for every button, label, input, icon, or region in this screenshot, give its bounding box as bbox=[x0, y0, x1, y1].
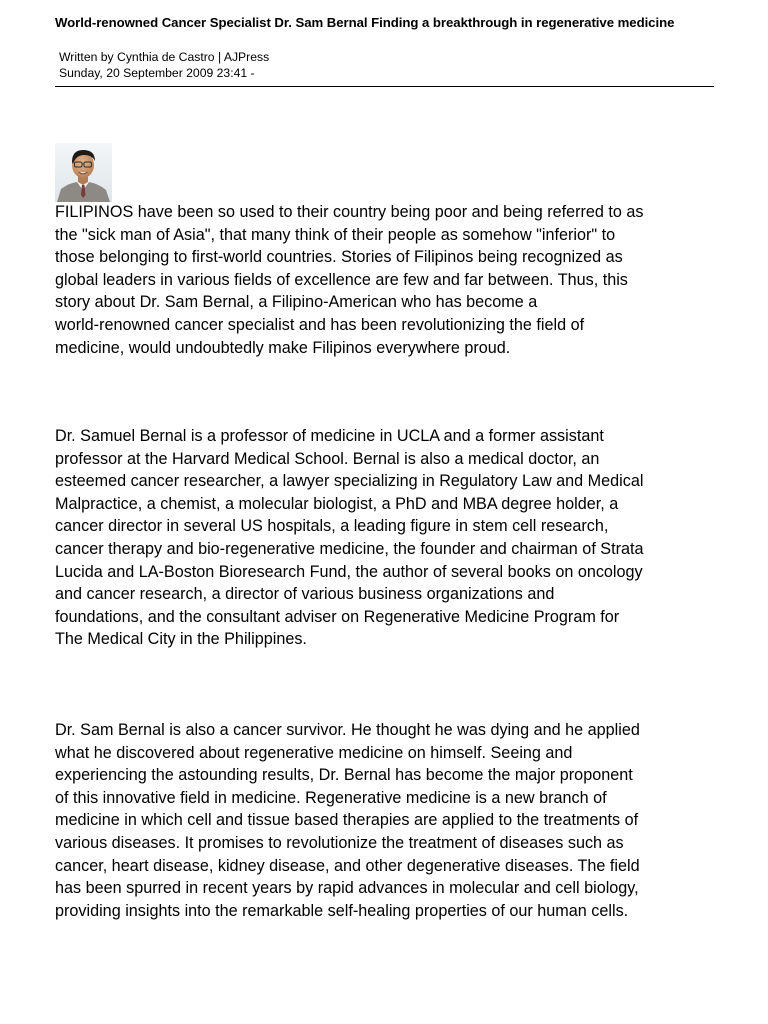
paragraph-line: FILIPINOS have been so used to their country being poor and being referred to as bbox=[55, 203, 644, 221]
paragraph-line: medicine in which cell and tissue based therapies are applied to the treatments of bbox=[55, 811, 639, 830]
paragraph-line: has been spurred in recent years by rapid advances in molecular and cell biology, bbox=[55, 879, 639, 898]
author-portrait-photo bbox=[55, 143, 112, 202]
paragraph-line: and cancer research, a director of various business organizations and bbox=[55, 585, 555, 604]
article-paragraph bbox=[55, 201, 725, 359]
header-divider bbox=[55, 86, 714, 87]
paragraph-line: providing insights into the remarkable self-healing properties of our human cells. bbox=[55, 901, 629, 920]
paragraph-line: esteemed cancer researcher, a lawyer specializing in Regulatory Law and Medical bbox=[55, 472, 644, 491]
paragraph-line: Dr. Sam Bernal is also a cancer survivor. He thought he was dying and he applied bbox=[55, 721, 640, 739]
paragraph-line: world-renowned cancer specialist and has been revolutionizing the field of bbox=[55, 315, 585, 334]
paragraph-line: cancer, heart disease, kidney disease, and other degenerative diseases. The field bbox=[55, 856, 640, 875]
paragraph-line: Lucida and LA-Boston Bioresearch Fund, the author of several books on oncology bbox=[55, 562, 643, 581]
paragraph-line: of this innovative field in medicine. Regenerative medicine is a new branch of bbox=[55, 788, 607, 807]
paragraph-line: experiencing the astounding results, Dr. Bernal has become the major proponent bbox=[55, 766, 633, 785]
paragraph-line: cancer therapy and bio-regenerative medicine, the founder and chairman of Strata bbox=[55, 539, 644, 558]
paragraph-line: what he discovered about regenerative medicine on himself. Seeing and bbox=[55, 743, 573, 762]
paragraph-line: cancer director in several US hospitals, a leading figure in stem cell research, bbox=[55, 517, 609, 536]
paragraph-line: professor at the Harvard Medical School. Bernal is also a medical doctor, an bbox=[55, 449, 600, 468]
paragraph-line: medicine, would undoubtedly make Filipinos everywhere proud. bbox=[55, 338, 511, 357]
paragraph-line: Dr. Samuel Bernal is a professor of medicine in UCLA and a former assistant bbox=[55, 427, 604, 445]
paragraph-line: The Medical City in the Philippines. bbox=[55, 630, 307, 649]
paragraph-line: global leaders in various fields of excellence are few and far between. Thus, this bbox=[55, 270, 628, 289]
article-paragraph bbox=[55, 425, 725, 651]
article-byline: Written by Cynthia de Castro | AJPress bbox=[59, 50, 270, 64]
article-meta bbox=[59, 49, 269, 81]
article-title: World-renowned Cancer Specialist Dr. Sam Bernal Finding a breakthrough in regenerative medicine bbox=[55, 15, 675, 30]
paragraph-line: those belonging to first-world countries. Stories of Filipinos being recognized as bbox=[55, 248, 623, 267]
paragraph-line: Malpractice, a chemist, a molecular biologist, a PhD and MBA degree holder, a bbox=[55, 494, 619, 513]
paragraph-line: foundations, and the consultant adviser on Regenerative Medicine Program for bbox=[55, 607, 620, 626]
article-dateline: Sunday, 20 September 2009 23:41 - bbox=[59, 66, 255, 80]
paragraph-line: various diseases. It promises to revolutionize the treatment of diseases such as bbox=[55, 833, 624, 852]
paragraph-line: the "sick man of Asia", that many think of their people as somehow "inferior" to bbox=[55, 225, 616, 244]
article-paragraph bbox=[55, 719, 725, 922]
paragraph-line: story about Dr. Sam Bernal, a Filipino-American who has become a bbox=[55, 293, 538, 312]
